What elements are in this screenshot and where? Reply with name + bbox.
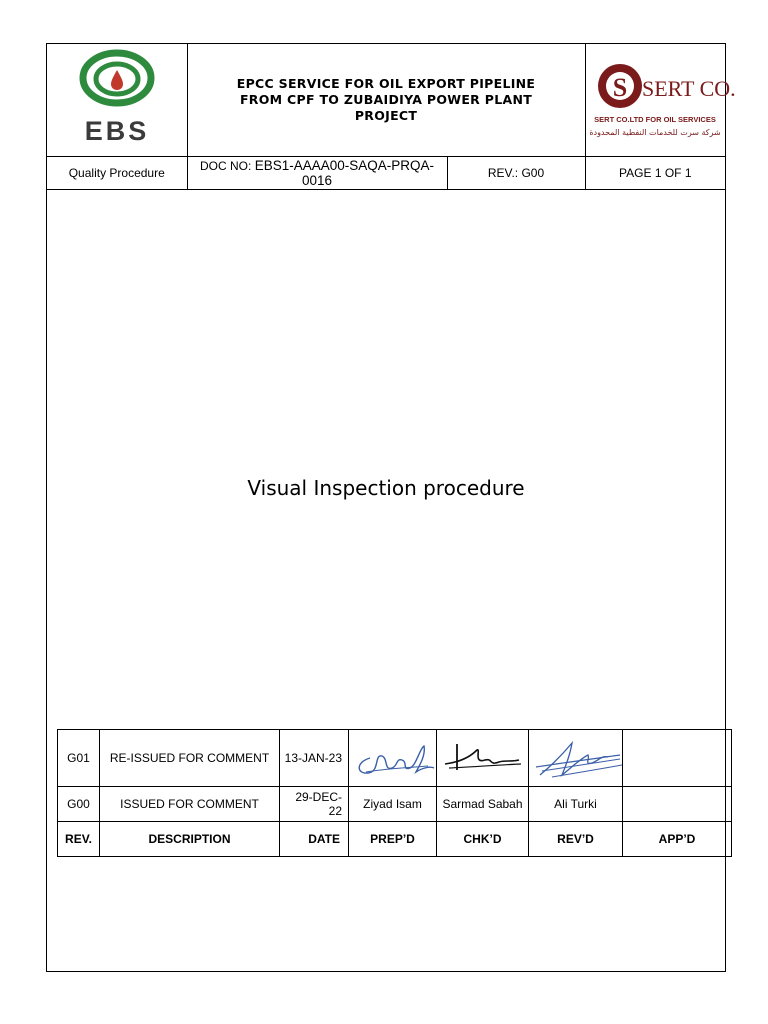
doc-type: Quality Procedure bbox=[47, 157, 187, 190]
date-cell: 13-JAN-23 bbox=[280, 730, 349, 787]
rev-cell: G00 bbox=[58, 787, 100, 822]
appd-cell bbox=[623, 787, 732, 822]
date-cell: 29-DEC-22 bbox=[280, 787, 349, 822]
prepd-signature-cell bbox=[349, 730, 437, 787]
ebs-logo-cell bbox=[47, 44, 187, 157]
header-table bbox=[47, 44, 736, 190]
chkd-cell: Sarmad Sabah bbox=[437, 787, 529, 822]
table-row bbox=[58, 730, 732, 787]
prepd-signature bbox=[352, 738, 436, 778]
description-header: DESCRIPTION bbox=[100, 822, 280, 857]
table-header-row bbox=[58, 822, 732, 857]
doc-number bbox=[187, 157, 447, 190]
appd-header: APP’D bbox=[623, 822, 732, 857]
chkd-header: CHK’D bbox=[437, 822, 529, 857]
project-title-line: PROJECT bbox=[354, 108, 418, 123]
document-title: Visual Inspection procedure bbox=[247, 476, 525, 500]
revd-cell: Ali Turki bbox=[529, 787, 623, 822]
sert-logo bbox=[589, 48, 736, 148]
doc-no-value: EBS1-AAAA00-SAQA-PRQA-0016 bbox=[254, 158, 434, 188]
revision-table bbox=[57, 729, 732, 857]
chkd-signature bbox=[441, 738, 525, 778]
sert-logo-arabic: شركة سرت للخدمات النفطية المحدودة bbox=[589, 127, 721, 137]
project-title-line: FROM CPF TO ZUBAIDIYA POWER PLANT bbox=[239, 92, 533, 107]
ebs-logo-text: EBS bbox=[84, 115, 150, 146]
revd-signature-cell bbox=[529, 730, 623, 787]
table-row bbox=[58, 787, 732, 822]
sert-logo-subtitle: SERT CO.LTD FOR OIL SERVICES bbox=[594, 114, 717, 124]
description-cell: RE-ISSUED FOR COMMENT bbox=[100, 730, 280, 787]
project-title bbox=[188, 76, 585, 124]
appd-cell bbox=[623, 730, 732, 787]
rev-cell: G01 bbox=[58, 730, 100, 787]
revd-signature bbox=[532, 735, 622, 781]
sert-logo-name: SERT CO. bbox=[642, 75, 736, 101]
date-header: DATE bbox=[280, 822, 349, 857]
doc-rev: REV.: G00 bbox=[447, 157, 585, 190]
project-title-line: EPCC SERVICE FOR OIL EXPORT PIPELINE bbox=[236, 76, 536, 91]
svg-text:S: S bbox=[613, 72, 628, 102]
revd-header: REV’D bbox=[529, 822, 623, 857]
chkd-signature-cell bbox=[437, 730, 529, 787]
prepd-header: PREP’D bbox=[349, 822, 437, 857]
rev-header: REV. bbox=[58, 822, 100, 857]
description-cell: ISSUED FOR COMMENT bbox=[100, 787, 280, 822]
doc-page: PAGE 1 OF 1 bbox=[585, 157, 725, 190]
sert-logo-cell bbox=[585, 44, 736, 157]
project-title-cell bbox=[187, 44, 585, 157]
prepd-cell: Ziyad Isam bbox=[349, 787, 437, 822]
ebs-logo bbox=[67, 50, 167, 146]
doc-no-label: DOC NO: bbox=[200, 159, 252, 173]
